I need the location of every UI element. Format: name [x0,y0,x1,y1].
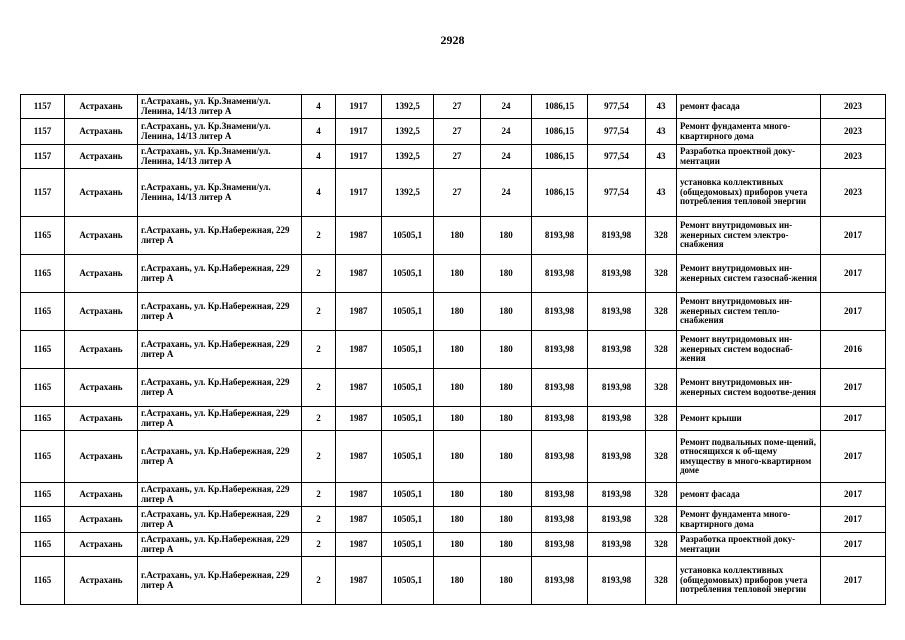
cell-id: 1165 [21,533,65,557]
cell-area-b: 8193,98 [588,407,646,431]
table-row [21,483,886,507]
cell-floors: 2 [302,557,336,605]
cell-count-b: 180 [481,293,532,331]
cell-floors: 4 [302,95,336,119]
cell-area-a: 8193,98 [532,217,588,255]
cell-year: 1987 [336,407,382,431]
cell-work-type: установка коллективных (общедомовых) приборов учета потребления тепловой энергии [677,169,821,217]
cell-area-b: 977,54 [588,119,646,145]
cell-residents: 43 [646,145,677,169]
cell-work-type: Разработка проектной доку-ментации [677,145,821,169]
cell-id: 1165 [21,507,65,533]
cell-area-a: 1086,15 [532,119,588,145]
cell-count-a: 180 [434,431,481,483]
cell-count-a: 180 [434,533,481,557]
cell-plan-year: 2023 [821,95,886,119]
cell-work-type: Ремонт внутридомовых ин-женерных систем тепло-снабжения [677,293,821,331]
table-row [21,331,886,369]
cell-area-a: 1086,15 [532,95,588,119]
cell-residents: 43 [646,95,677,119]
cell-address: г.Астрахань, ул. Кр.Знамени/ул. Ленина, 14/13 литер А [138,169,302,217]
cell-address: г.Астрахань, ул. Кр.Набережная, 229 литер А [138,507,302,533]
cell-area-a: 1086,15 [532,145,588,169]
cell-work-type: ремонт фасада [677,483,821,507]
cell-count-b: 180 [481,557,532,605]
cell-work-type: Ремонт внутридомовых ин-женерных систем водоотве-дения [677,369,821,407]
table-row [21,169,886,217]
table-row [21,255,886,293]
cell-area-a: 8193,98 [532,369,588,407]
cell-city: Астрахань [65,145,138,169]
cell-id: 1157 [21,145,65,169]
cell-count-a: 180 [434,293,481,331]
cell-city: Астрахань [65,507,138,533]
cell-id: 1165 [21,407,65,431]
cell-area-a: 8193,98 [532,431,588,483]
table-row [21,369,886,407]
cell-count-b: 24 [481,169,532,217]
cell-id: 1157 [21,95,65,119]
cell-floors: 2 [302,507,336,533]
cell-plan-year: 2017 [821,217,886,255]
cell-area-b: 977,54 [588,169,646,217]
cell-residents: 328 [646,369,677,407]
cell-city: Астрахань [65,369,138,407]
cell-city: Астрахань [65,119,138,145]
cell-work-type: ремонт фасада [677,95,821,119]
cell-plan-year: 2017 [821,293,886,331]
cell-plan-year: 2017 [821,431,886,483]
cell-area-a: 8193,98 [532,533,588,557]
cell-id: 1165 [21,217,65,255]
cell-area-total: 10505,1 [382,255,434,293]
cell-floors: 4 [302,145,336,169]
cell-work-type: Ремонт фундамента много-квартирного дома [677,507,821,533]
cell-residents: 328 [646,293,677,331]
cell-floors: 2 [302,331,336,369]
cell-address: г.Астрахань, ул. Кр.Набережная, 229 литер А [138,217,302,255]
cell-year: 1987 [336,331,382,369]
cell-area-a: 1086,15 [532,169,588,217]
cell-count-a: 180 [434,217,481,255]
cell-area-b: 8193,98 [588,293,646,331]
table-row [21,119,886,145]
cell-work-type: Ремонт крыши [677,407,821,431]
cell-year: 1987 [336,369,382,407]
cell-area-total: 10505,1 [382,293,434,331]
cell-area-total: 10505,1 [382,217,434,255]
cell-count-a: 180 [434,483,481,507]
cell-area-a: 8193,98 [532,255,588,293]
cell-residents: 328 [646,507,677,533]
cell-area-b: 977,54 [588,95,646,119]
cell-area-b: 8193,98 [588,331,646,369]
cell-count-b: 180 [481,407,532,431]
cell-count-a: 27 [434,169,481,217]
cell-id: 1165 [21,255,65,293]
cell-work-type: Разработка проектной доку-ментации [677,533,821,557]
cell-area-b: 8193,98 [588,255,646,293]
cell-floors: 2 [302,293,336,331]
cell-plan-year: 2023 [821,145,886,169]
cell-floors: 2 [302,255,336,293]
cell-address: г.Астрахань, ул. Кр.Набережная, 229 литер А [138,483,302,507]
cell-area-a: 8193,98 [532,293,588,331]
cell-city: Астрахань [65,407,138,431]
cell-plan-year: 2017 [821,557,886,605]
cell-id: 1165 [21,483,65,507]
cell-address: г.Астрахань, ул. Кр.Набережная, 229 литер А [138,533,302,557]
cell-area-b: 977,54 [588,145,646,169]
cell-residents: 43 [646,119,677,145]
cell-year: 1917 [336,119,382,145]
cell-floors: 2 [302,533,336,557]
cell-residents: 328 [646,557,677,605]
cell-area-total: 1392,5 [382,95,434,119]
cell-area-total: 10505,1 [382,331,434,369]
cell-id: 1165 [21,331,65,369]
cell-year: 1987 [336,293,382,331]
cell-city: Астрахань [65,95,138,119]
cell-id: 1157 [21,169,65,217]
cell-year: 1987 [336,533,382,557]
table-row [21,431,886,483]
cell-floors: 4 [302,169,336,217]
cell-address: г.Астрахань, ул. Кр.Знамени/ул. Ленина, 14/13 литер А [138,95,302,119]
cell-city: Астрахань [65,293,138,331]
table-row [21,533,886,557]
cell-plan-year: 2017 [821,507,886,533]
cell-city: Астрахань [65,431,138,483]
cell-count-a: 180 [434,369,481,407]
cell-count-b: 180 [481,255,532,293]
cell-count-b: 24 [481,119,532,145]
cell-residents: 328 [646,483,677,507]
cell-area-total: 1392,5 [382,169,434,217]
cell-residents: 328 [646,217,677,255]
cell-address: г.Астрахань, ул. Кр.Набережная, 229 литер А [138,407,302,431]
cell-area-total: 1392,5 [382,119,434,145]
cell-count-b: 180 [481,331,532,369]
cell-area-total: 10505,1 [382,507,434,533]
cell-count-b: 180 [481,533,532,557]
cell-count-a: 180 [434,557,481,605]
cell-year: 1917 [336,95,382,119]
cell-count-b: 24 [481,95,532,119]
cell-count-a: 180 [434,331,481,369]
cell-residents: 328 [646,431,677,483]
cell-count-a: 27 [434,119,481,145]
cell-floors: 2 [302,217,336,255]
cell-plan-year: 2016 [821,331,886,369]
cell-year: 1987 [336,557,382,605]
cell-area-b: 8193,98 [588,217,646,255]
cell-id: 1165 [21,431,65,483]
cell-address: г.Астрахань, ул. Кр.Набережная, 229 литер А [138,331,302,369]
cell-city: Астрахань [65,255,138,293]
cell-floors: 2 [302,369,336,407]
cell-plan-year: 2017 [821,255,886,293]
cell-count-b: 24 [481,145,532,169]
cell-count-b: 180 [481,507,532,533]
cell-address: г.Астрахань, ул. Кр.Знамени/ул. Ленина, 14/13 литер А [138,119,302,145]
cell-area-b: 8193,98 [588,431,646,483]
cell-plan-year: 2023 [821,119,886,145]
cell-plan-year: 2017 [821,369,886,407]
cell-plan-year: 2017 [821,533,886,557]
table-row [21,557,886,605]
cell-plan-year: 2017 [821,483,886,507]
cell-area-total: 10505,1 [382,533,434,557]
cell-area-total: 1392,5 [382,145,434,169]
cell-work-type: Ремонт внутридомовых ин-женерных систем газоснаб-жения [677,255,821,293]
cell-count-b: 180 [481,483,532,507]
cell-address: г.Астрахань, ул. Кр.Набережная, 229 литер А [138,369,302,407]
cell-city: Астрахань [65,169,138,217]
cell-floors: 2 [302,483,336,507]
table-row [21,217,886,255]
cell-floors: 2 [302,407,336,431]
cell-work-type: Ремонт подвальных поме-щений, относящихся к об-щему имуществу в много-квартирном доме [677,431,821,483]
cell-area-a: 8193,98 [532,557,588,605]
page-number: 2928 [440,33,465,47]
cell-area-a: 8193,98 [532,407,588,431]
cell-count-a: 180 [434,255,481,293]
cell-city: Астрахань [65,217,138,255]
cell-area-total: 10505,1 [382,483,434,507]
cell-residents: 43 [646,169,677,217]
table-row [21,407,886,431]
cell-count-a: 27 [434,95,481,119]
cell-area-a: 8193,98 [532,331,588,369]
cell-address: г.Астрахань, ул. Кр.Набережная, 229 литер А [138,255,302,293]
cell-area-b: 8193,98 [588,557,646,605]
cell-plan-year: 2023 [821,169,886,217]
cell-area-b: 8193,98 [588,369,646,407]
cell-year: 1987 [336,217,382,255]
cell-work-type: Ремонт фундамента много-квартирного дома [677,119,821,145]
cell-address: г.Астрахань, ул. Кр.Набережная, 229 литер А [138,557,302,605]
cell-area-total: 10505,1 [382,557,434,605]
cell-city: Астрахань [65,557,138,605]
cell-address: г.Астрахань, ул. Кр.Набережная, 229 литер А [138,293,302,331]
cell-count-b: 180 [481,431,532,483]
cell-area-total: 10505,1 [382,431,434,483]
register-table [20,94,886,605]
cell-year: 1987 [336,483,382,507]
cell-residents: 328 [646,255,677,293]
cell-year: 1917 [336,169,382,217]
table-row [21,145,886,169]
cell-area-b: 8193,98 [588,507,646,533]
table-row [21,507,886,533]
cell-floors: 2 [302,431,336,483]
cell-plan-year: 2017 [821,407,886,431]
cell-id: 1165 [21,557,65,605]
cell-residents: 328 [646,331,677,369]
cell-id: 1157 [21,119,65,145]
cell-area-a: 8193,98 [532,507,588,533]
cell-area-b: 8193,98 [588,483,646,507]
cell-residents: 328 [646,533,677,557]
cell-area-a: 8193,98 [532,483,588,507]
cell-address: г.Астрахань, ул. Кр.Набережная, 229 литер А [138,431,302,483]
cell-id: 1165 [21,293,65,331]
cell-work-type: Ремонт внутридомовых ин-женерных систем водоснаб-жения [677,331,821,369]
cell-id: 1165 [21,369,65,407]
cell-count-b: 180 [481,217,532,255]
cell-work-type: установка коллективных (общедомовых) приборов учета потребления тепловой энергии [677,557,821,605]
table-row [21,95,886,119]
cell-year: 1987 [336,507,382,533]
cell-residents: 328 [646,407,677,431]
cell-area-total: 10505,1 [382,369,434,407]
cell-year: 1987 [336,255,382,293]
cell-area-total: 10505,1 [382,407,434,431]
cell-floors: 4 [302,119,336,145]
table-body [21,95,886,605]
cell-city: Астрахань [65,533,138,557]
cell-year: 1917 [336,145,382,169]
cell-area-b: 8193,98 [588,533,646,557]
cell-year: 1987 [336,431,382,483]
cell-address: г.Астрахань, ул. Кр.Знамени/ул. Ленина, 14/13 литер А [138,145,302,169]
table-row [21,293,886,331]
cell-city: Астрахань [65,483,138,507]
cell-count-a: 180 [434,407,481,431]
cell-work-type: Ремонт внутридомовых ин-женерных систем электро-снабжения [677,217,821,255]
cell-city: Астрахань [65,331,138,369]
cell-count-a: 180 [434,507,481,533]
cell-count-a: 27 [434,145,481,169]
cell-count-b: 180 [481,369,532,407]
